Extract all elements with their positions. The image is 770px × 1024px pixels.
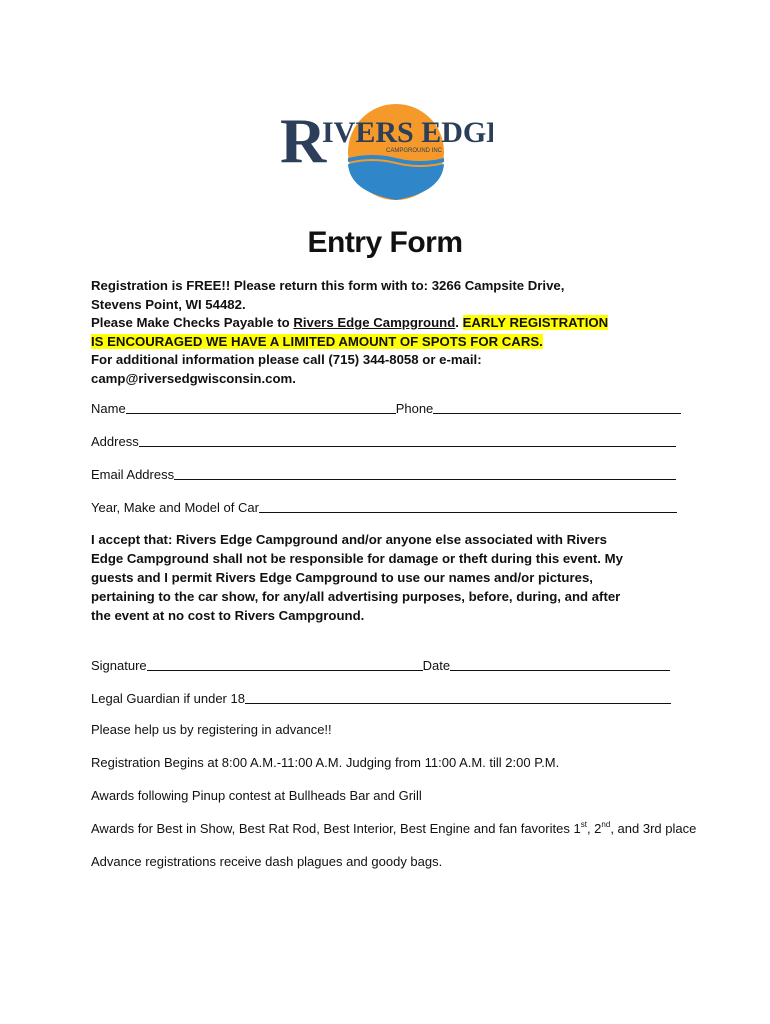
logo-graphic: [278, 100, 493, 200]
email-row: [91, 464, 676, 482]
page-title: Entry Form: [307, 226, 463, 259]
car-label: Year, Make and Model of Car: [91, 500, 259, 515]
address-field[interactable]: [139, 433, 676, 447]
accept-line-3: guests and I permit Rivers Edge Campground to use our names and/or pictures,: [91, 570, 593, 585]
guardian-row: [91, 688, 671, 706]
sup-st: st: [580, 820, 587, 829]
date-label: Date: [422, 658, 451, 673]
early-registration-highlight: EARLY REGISTRATION: [462, 315, 609, 330]
address-row: [91, 431, 676, 449]
car-row: [91, 497, 677, 515]
signature-field[interactable]: [147, 657, 423, 671]
acceptance-statement: [91, 530, 681, 625]
signature-label: Signature: [91, 658, 147, 673]
intro-line-3: [91, 314, 681, 333]
name-field[interactable]: [126, 400, 396, 414]
logo-wordmark: IVERS EDGE: [322, 116, 493, 149]
logo-big-r: R: [280, 105, 327, 176]
payable-post: .: [455, 315, 463, 330]
intro-line-5: For additional information please call (715) 344-8058 or e-mail:: [91, 352, 482, 367]
car-field[interactable]: [259, 499, 677, 513]
goody-bags-note: Advance registrations receive dash plagues and goody bags.: [91, 854, 443, 869]
intro-block: [91, 277, 681, 388]
registration-times: Registration Begins at 8:00 A.M.-11:00 A.M. Judging from 11:00 A.M. till 2:00 P.M.: [91, 755, 560, 770]
logo-water: [348, 161, 444, 200]
accept-line-2: Edge Campground shall not be responsible for damage or theft during this event. My: [91, 551, 623, 566]
limited-spots-highlight: IS ENCOURAGED WE HAVE A LIMITED AMOUNT OF SPOTS FOR CARS.: [91, 333, 543, 349]
email-label: Email Address: [91, 467, 175, 482]
accept-line-1: I accept that: Rivers Edge Campground and/or anyone else associated with Rivers: [91, 532, 607, 547]
logo-subtext: CAMPGROUND INC: [386, 148, 443, 154]
guardian-label: Legal Guardian if under 18: [91, 691, 245, 706]
signature-date-row: [91, 655, 670, 673]
payee-name: Rivers Edge Campground: [293, 315, 456, 330]
intro-line-6: camp@riversedgwisconsin.com.: [91, 370, 296, 386]
awards-categories: [91, 821, 696, 836]
date-field[interactable]: [450, 657, 670, 671]
rivers-edge-logo: [278, 100, 493, 200]
advance-note: Please help us by registering in advance!!: [91, 722, 332, 737]
sup-nd: nd: [601, 820, 611, 829]
awards-text: Awards for Best in Show, Best Rat Rod, Best Interior, Best Engine and fan favorites 1: [91, 821, 581, 836]
intro-line-2: Stevens Point, WI 54482.: [91, 296, 246, 312]
awards-location: Awards following Pinup contest at Bullheads Bar and Grill: [91, 788, 422, 803]
guardian-field[interactable]: [245, 690, 671, 704]
name-phone-row: [91, 398, 681, 416]
intro-line-4: [91, 333, 681, 352]
phone-label: Phone: [395, 401, 434, 416]
phone-field[interactable]: [433, 400, 681, 414]
accept-line-5: the event at no cost to Rivers Campground.: [91, 608, 365, 623]
payable-text: Please Make Checks Payable to: [91, 315, 294, 330]
name-label: Name: [91, 401, 126, 416]
awards-post: , and 3rd place: [610, 821, 697, 836]
accept-line-4: pertaining to the car show, for any/all advertising purposes, before, during, and after: [91, 589, 621, 604]
awards-sep: , 2: [586, 821, 602, 836]
intro-line-1: Registration is FREE!! Please return this form with to: 3266 Campsite Drive,: [91, 278, 565, 293]
address-label: Address: [91, 434, 139, 449]
email-field[interactable]: [174, 466, 676, 480]
